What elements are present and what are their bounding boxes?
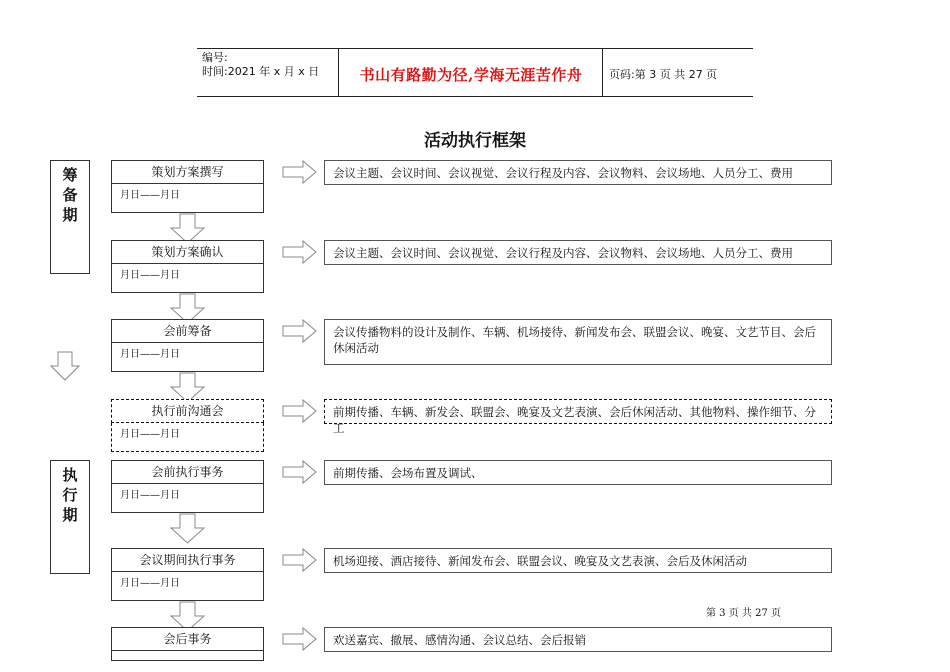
down-arrow-icon xyxy=(171,514,205,544)
header-divider-right xyxy=(602,48,603,97)
step-detail-box: 欢送嘉宾、撤展、感情沟通、会议总结、会后报销 xyxy=(324,627,832,652)
step-detail-box: 会议主题、会议时间、会议视觉、会议行程及内容、会议物料、会议场地、人员分工、费用 xyxy=(324,160,832,185)
phase-transition-arrow-icon xyxy=(50,352,80,382)
right-arrow-icon xyxy=(283,628,317,650)
page-title: 活动执行框架 xyxy=(424,131,526,151)
header-number-label: 编号: xyxy=(202,51,228,64)
header-top-rule xyxy=(197,48,753,49)
right-arrow-icon xyxy=(283,400,317,422)
phase-exec-label: 执 行 期 xyxy=(50,460,90,574)
step-date-box: 月日——月日 xyxy=(111,572,264,601)
right-arrow-icon xyxy=(283,549,317,571)
step-name-box: 策划方案撰写 xyxy=(111,160,264,184)
step-date-box xyxy=(111,651,264,661)
step-date-box: 月日——月日 xyxy=(111,423,264,452)
step-name-box: 执行前沟通会 xyxy=(111,399,264,423)
step-name-box: 会议期间执行事务 xyxy=(111,548,264,572)
step-date-box: 月日——月日 xyxy=(111,343,264,372)
step-date-box: 月日——月日 xyxy=(111,184,264,213)
step-name-box: 策划方案确认 xyxy=(111,240,264,264)
step-detail-box: 前期传播、车辆、新发会、联盟会、晚宴及文艺表演、会后休闲活动、其他物料、操作细节、分工 xyxy=(324,399,832,424)
step-detail-box: 机场迎接、酒店接待、新闻发布会、联盟会议、晚宴及文艺表演、会后及休闲活动 xyxy=(324,548,832,573)
step-name-box: 会后事务 xyxy=(111,627,264,651)
step-detail-box: 会议传播物料的设计及制作、车辆、机场接待、新闻发布会、联盟会议、晚宴、文艺节目、会后休闲活动 xyxy=(324,319,832,365)
step-date-box: 月日——月日 xyxy=(111,484,264,513)
phase-prep-label: 筹 备 期 xyxy=(50,160,90,274)
step-name-box: 会前筹备 xyxy=(111,319,264,343)
step-detail-box: 会议主题、会议时间、会议视觉、会议行程及内容、会议物料、会议场地、人员分工、费用 xyxy=(324,240,832,265)
header-page-label: 页码:第 3 页 共 27 页 xyxy=(609,68,718,81)
right-arrow-icon xyxy=(283,241,317,263)
step-date-box: 月日——月日 xyxy=(111,264,264,293)
header-time-label: 时间:2021 年 x 月 x 日 xyxy=(202,65,320,78)
right-arrow-icon xyxy=(283,320,317,342)
step-detail-box: 前期传播、会场布置及调试、 xyxy=(324,460,832,485)
header-motto: 书山有路勤为径,学海无涯苦作舟 xyxy=(359,66,583,84)
header-bottom-rule xyxy=(197,96,753,97)
right-arrow-icon xyxy=(283,161,317,183)
step-name-box: 会前执行事务 xyxy=(111,460,264,484)
footer-page-number: 第 3 页 共 27 页 xyxy=(706,608,781,619)
right-arrow-icon xyxy=(283,461,317,483)
header-divider-left xyxy=(338,48,339,97)
